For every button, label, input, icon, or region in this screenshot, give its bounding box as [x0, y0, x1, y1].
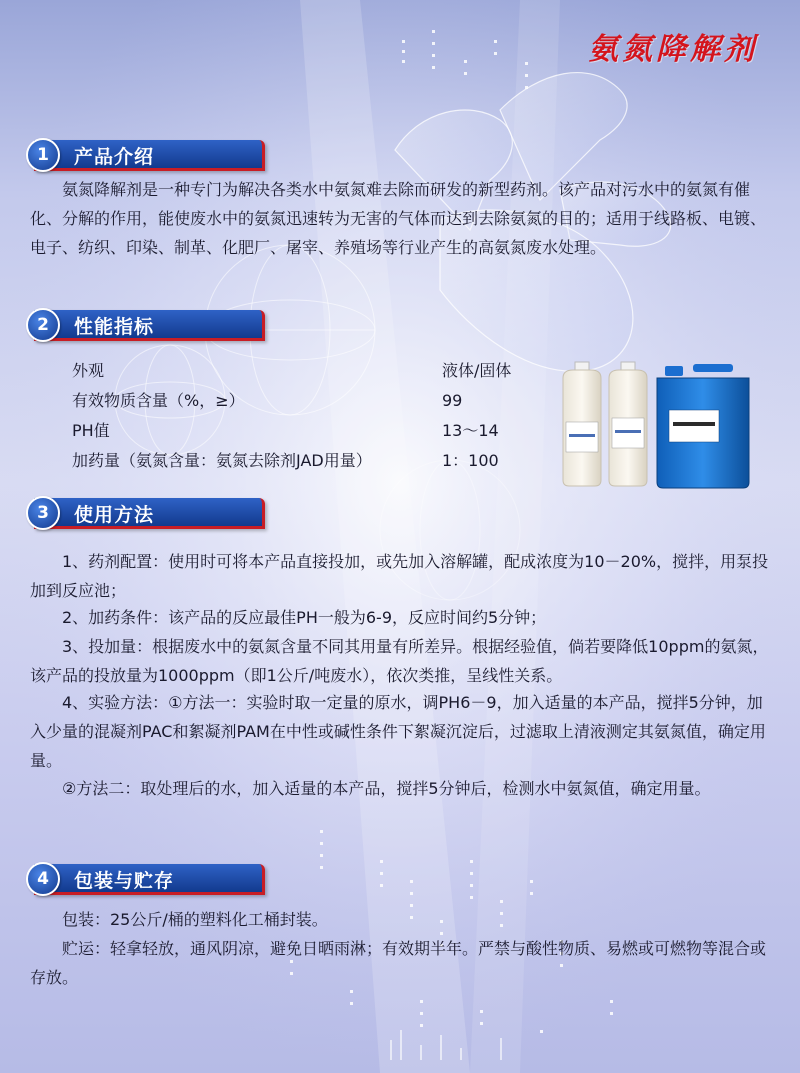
spec-value: 13～14	[442, 421, 499, 440]
product-photo	[553, 360, 753, 490]
usage-method-2: ②方法二：取处理后的水，加入适量的本产品，搅拌5分钟后，检测水中氨氮值，确定用量。	[62, 779, 711, 798]
spec-row	[72, 416, 532, 446]
section-number-badge: 1	[26, 138, 60, 172]
section-heading: 包装与贮存	[74, 870, 175, 892]
section-heading: 产品介绍	[74, 146, 155, 168]
storage-text: 贮运：轻拿轻放，通风阴凉，避免日晒雨淋；有效期半年。严禁与酸性物质、易燃或可燃物等混合或存放。	[30, 939, 767, 987]
section-number-badge: 3	[26, 496, 60, 530]
spec-value: 99	[442, 391, 463, 410]
usage-step-1: 1、药剂配置：使用时可将本产品直接投加，或先加入溶解罐，配成浓度为10－20%，搅拌，用泵投加到反应池；	[30, 552, 769, 600]
spec-name: 有效物质含量（%，≥）	[72, 391, 245, 410]
section-number-badge: 4	[26, 862, 60, 896]
section-header-usage	[26, 496, 270, 530]
usage-step-2: 2、加药条件：该产品的反应最佳PH一般为6-9，反应时间约5分钟；	[62, 608, 547, 627]
spec-row	[72, 386, 532, 416]
usage-step-4: 4、实验方法：①方法一：实验时取一定量的原水，调PH6－9，加入适量的本产品，搅拌5分钟，加入少量的混凝剂PAC和絮凝剂PAM在中性或碱性条件下絮凝沉淀后，过滤取上清液测定其氨氮值，确定用量。	[30, 693, 766, 770]
spec-name: 加药量（氨氮含量：氨氮去除剂JAD用量）	[72, 451, 372, 470]
section-header-intro	[26, 138, 270, 172]
section-header-packaging	[26, 862, 270, 896]
section-heading: 使用方法	[74, 504, 155, 526]
spec-name: PH值	[72, 421, 110, 440]
usage-step-3: 3、投加量：根据废水中的氨氮含量不同其用量有所差异。根据经验值，倘若要降低10ppm的氨氮，该产品的投放量为1000ppm（即1公斤/吨废水），依次类推，呈线性关系。	[30, 637, 769, 685]
spec-value: 1：100	[442, 451, 499, 470]
section-number-badge: 2	[26, 308, 60, 342]
spec-name: 外观	[72, 361, 105, 380]
product-title: 氨氮降解剂	[588, 32, 758, 67]
spec-row	[72, 446, 532, 476]
intro-paragraph: 氨氮降解剂是一种专门为解决各类水中氨氮难去除而研发的新型药剂。该产品对污水中的氨氮有催化、分解的作用，能使废水中的氨氮迅速转为无害的气体而达到去除氨氮的目的；适用于线路板、电镀、电子、纺织、印染、制革、化肥厂、屠宰、养殖场等行业产生的高氨氮废水处理。	[30, 180, 767, 257]
spec-table	[72, 356, 532, 476]
section-header-specs	[26, 308, 270, 342]
spec-value: 液体/固体	[442, 361, 512, 380]
packaging-text: 包装：25公斤/桶的塑料化工桶封装。	[62, 910, 328, 929]
spec-row	[72, 356, 532, 386]
section-heading: 性能指标	[74, 316, 155, 338]
